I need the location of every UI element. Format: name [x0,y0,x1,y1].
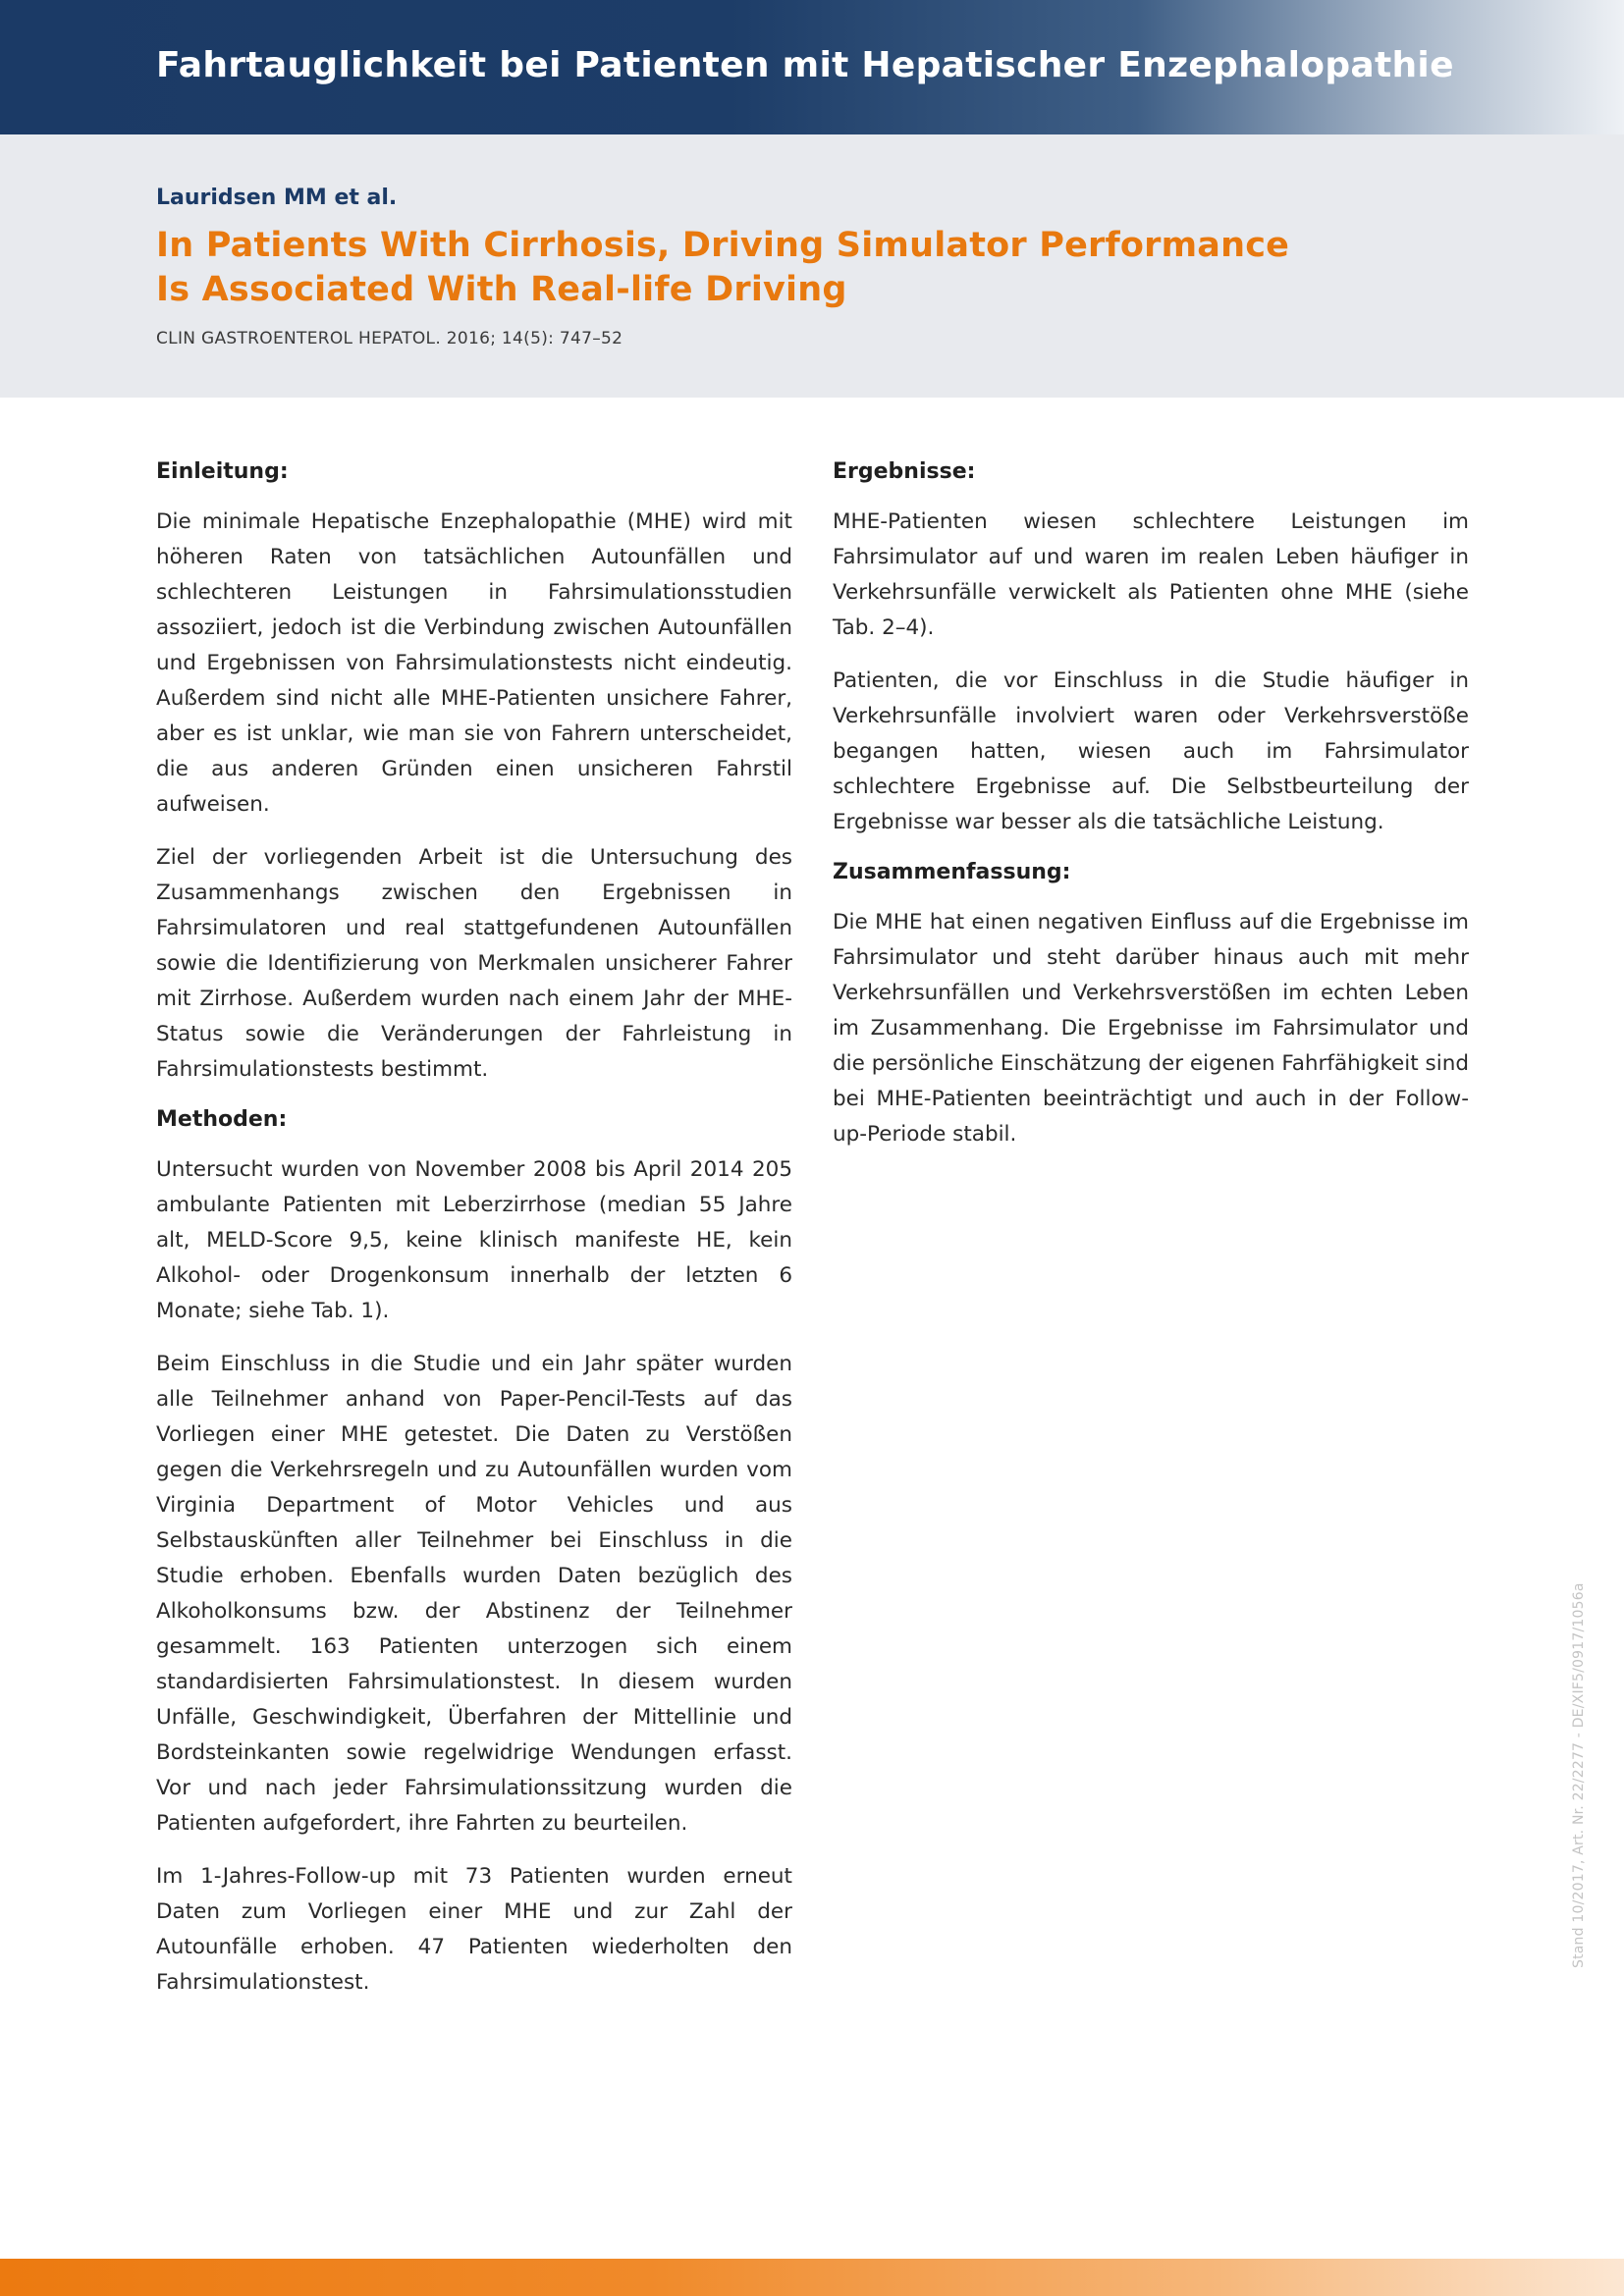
page-title: Fahrtauglichkeit bei Patienten mit Hepatischer Enzephalopathie [156,45,1454,85]
einleitung-heading: Einleitung: [156,459,289,484]
ergebnisse-heading: Ergebnisse: [833,459,976,484]
zusammenfassung-paragraph-1: Die MHE hat einen negativen Einfluss auf die Ergebnisse im Fahrsimulator und steht darüber hinaus auch mit mehr Verkehrsunfällen und Verkehrsverstößen im echten Leben im Zusammenhang. Die Ergebnisse im Fahrsimulator und die persönliche Einschätzung der eigenen Fahrfähigkeit sind bei MHE-Patienten beeinträchtigt und auch in der Follow-up-Periode stabil. [833,910,1469,1147]
header-bar [0,0,1624,134]
einleitung-paragraph-1: Die minimale Hepatische Enzephalopathie (MHE) wird mit höheren Raten von tatsächlichen Autounfällen und schlechteren Leistungen in Fahrsimulationsstudien assoziiert, jedoch ist die Verbindung zwischen Autounfällen und Ergebnissen von Fahrsimulationstests nicht eindeutig. Außerdem sind nicht alle MHE-Patienten unsichere Fahrer, aber es ist unklar, wie man sie von Fahrern unterscheidet, die aus anderen Gründen einen unsicheren Fahrstil aufweisen. [156,509,792,817]
ergebnisse-paragraph-1: MHE-Patienten wiesen schlechtere Leistungen im Fahrsimulator auf und waren im realen Leben häufiger in Verkehrsunfälle verwickelt als Patienten ohne MHE (siehe Tab. 2–4). [833,509,1469,640]
article-title [156,224,1334,312]
journal-reference: CLIN GASTROENTEROL HEPATOL. 2016; 14(5): 747–52 [156,329,623,348]
methoden-paragraph-3: Im 1-Jahres-Follow-up mit 73 Patienten wurden erneut Daten zum Vorliegen einer MHE und zur Zahl der Autounfälle erhoben. 47 Patienten wiederholten den Fahrsimulationstest. [156,1864,792,1995]
article-title-line-2: Is Associated With Real-life Driving [156,270,847,309]
methoden-heading: Methoden: [156,1107,288,1132]
right-column [833,457,1469,1170]
methoden-paragraph-2: Beim Einschluss in die Studie und ein Jahr später wurden alle Teilnehmer anhand von Paper-Pencil-Tests auf das Vorliegen einer MHE getestet. Die Daten zu Verstößen gegen die Verkehrsregeln und zu Autounfällen wurden vom Virginia Department of Motor Vehicles und aus Selbstauskünften aller Teilnehmer bei Einschluss in die Studie erhoben. Ebenfalls wurden Daten bezüglich des Alkoholkonsums bzw. der Abstinenz der Teilnehmer gesammelt. 163 Patienten unterzogen sich einem standardisierten Fahrsimulationstest. In diesem wurden Unfälle, Geschwindigkeit, Überfahren der Mittellinie und Bordsteinkanten sowie regelwidrige Wendungen erfasst. Vor und nach jeder Fahrsimulationssitzung wurden die Patienten aufgefordert, ihre Fahrten zu beurteilen. [156,1352,792,1836]
left-column [156,457,792,2018]
article-authors: Lauridsen MM et al. [156,186,398,210]
footer-bar [0,2259,1624,2296]
article-title-line-1: In Patients With Cirrhosis, Driving Simulator Performance [156,226,1290,265]
document-stamp-note: Stand 10/2017, Art. Nr. 22/2277 - DE/XIF5/0917/1056a [1571,1582,1587,1968]
ergebnisse-paragraph-2: Patienten, die vor Einschluss in die Studie häufiger in Verkehrsunfälle involviert waren oder Verkehrsverstöße begangen hatten, wiesen auch im Fahrsimulator schlechtere Ergebnisse auf. Die Selbstbeurteilung der Ergebnisse war besser als die tatsächliche Leistung. [833,668,1469,834]
einleitung-paragraph-2: Ziel der vorliegenden Arbeit ist die Untersuchung des Zusammenhangs zwischen den Ergebnissen in Fahrsimulatoren und real stattgefundenen Autounfällen sowie die Identifizierung von Merkmalen unsicherer Fahrer mit Zirrhose. Außerdem wurden nach einem Jahr der MHE-Status sowie die Veränderungen der Fahrleistung in Fahrsimulationstests bestimmt. [156,845,792,1082]
zusammenfassung-heading: Zusammenfassung: [833,860,1071,884]
methoden-paragraph-1: Untersucht wurden von November 2008 bis April 2014 205 ambulante Patienten mit Leberzirrhose (median 55 Jahre alt, MELD-Score 9,5, keine klinisch manifeste HE, kein Alkohol- oder Drogenkonsum innerhalb der letzten 6 Monate; siehe Tab. 1). [156,1157,792,1323]
